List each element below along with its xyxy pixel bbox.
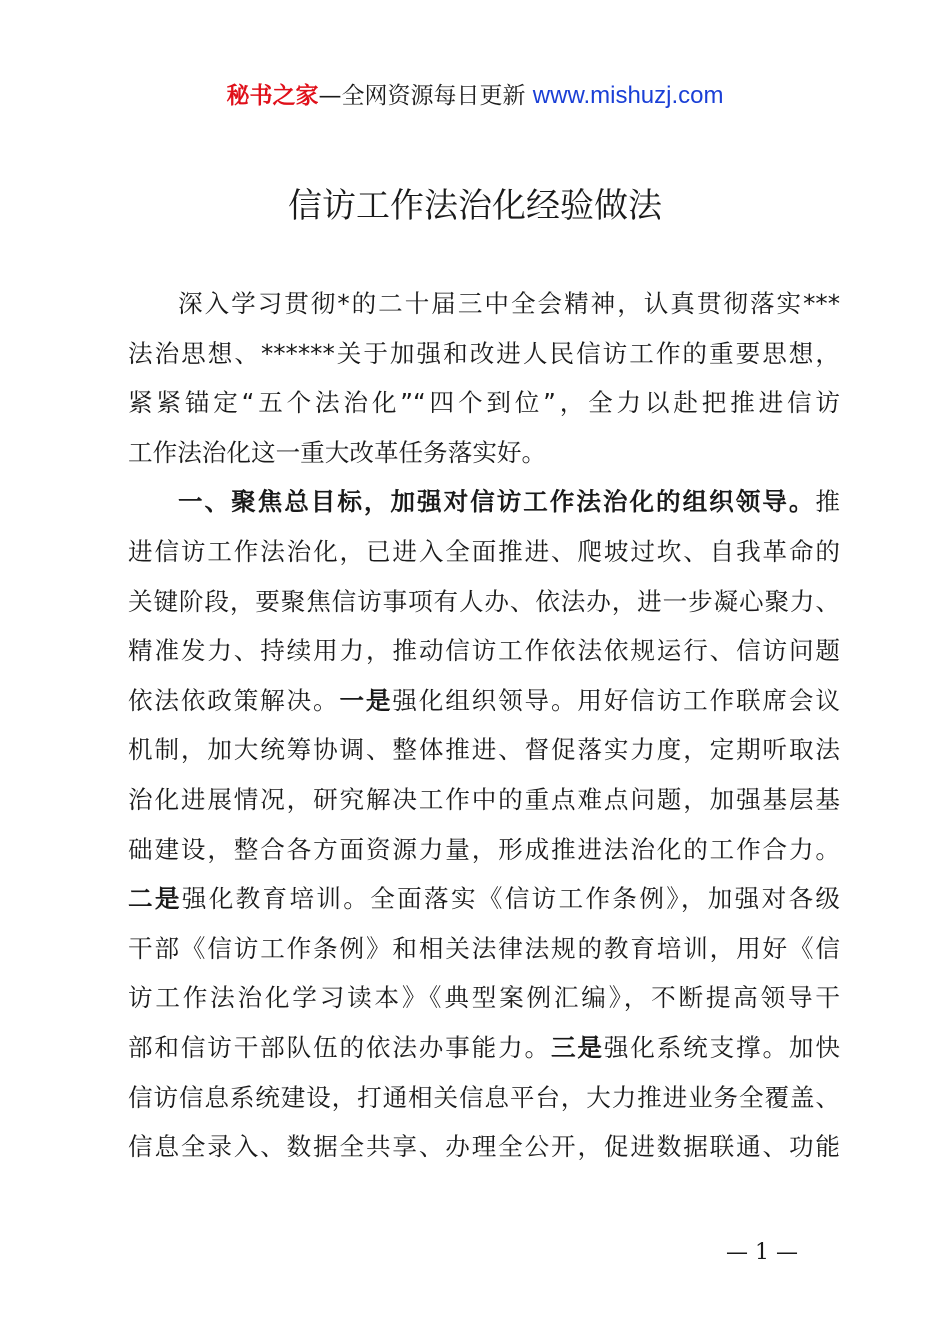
text-segment: 干部《信访工作条例》和相关法律法规的教育培训，用好《信	[128, 933, 840, 963]
text-line	[128, 1028, 840, 1078]
text-segment: 强化教育培训。全面落实《信访工作条例》，加强对各级	[181, 884, 840, 914]
text-line	[128, 830, 840, 880]
text-segment: 法治思想、******关于加强和改进人民信访工作的重要思想，	[128, 338, 840, 368]
text-line	[128, 334, 840, 384]
bold-text-segment: 一是	[339, 685, 393, 715]
bold-text-segment: 二是	[128, 884, 182, 914]
text-line	[128, 433, 840, 483]
site-tagline: —全网资源每日更新	[318, 83, 533, 109]
text-segment: 强化系统支撑。加快	[603, 1032, 840, 1062]
text-segment: 治化进展情况，研究解决工作中的重点难点问题，加强基层基	[128, 784, 840, 814]
text-line	[128, 1127, 840, 1177]
text-segment: 进信访工作法治化，已进入全面推进、爬坡过坎、自我革命的	[128, 536, 840, 566]
text-segment: 深入学习贯彻*的二十届三中全会精神，认真贯彻落实***	[178, 289, 840, 318]
document-body	[128, 284, 840, 1177]
text-segment: 推	[815, 487, 840, 517]
text-line	[128, 730, 840, 780]
text-line	[128, 780, 840, 830]
text-segment: 信访信息系统建设，打通相关信息平台，大力推进业务全覆盖、	[128, 1082, 840, 1112]
text-line	[128, 582, 840, 632]
text-segment: 精准发力、持续用力，推动信访工作依法依规运行、信访问题	[128, 636, 840, 666]
site-banner	[0, 80, 950, 112]
text-line	[128, 929, 840, 979]
text-segment: 础建设，整合各方面资源力量，形成推进法治化的工作合力。	[128, 834, 840, 864]
text-segment: 信息全录入、数据全共享、办理全公开，促进数据联通、功能	[128, 1132, 840, 1162]
text-segment: 关键阶段，要聚焦信访事项有人办、依法办，进一步凝心聚力、	[128, 586, 840, 616]
document-title: 信访工作法治化经验做法	[288, 186, 662, 226]
text-segment: 机制，加大统筹协调、整体推进、督促落实力度，定期听取法	[128, 735, 840, 765]
site-brand: 秘书之家	[226, 83, 319, 109]
bold-text-segment: 三是	[551, 1032, 604, 1062]
text-line	[128, 879, 840, 929]
text-line	[128, 532, 840, 582]
text-line	[128, 383, 840, 433]
text-line	[128, 284, 840, 334]
site-url[interactable]: www.mishuzj.com	[532, 82, 724, 109]
text-segment: 部和信访干部队伍的依法办事能力。	[128, 1032, 551, 1062]
bold-text-segment: 一、聚焦总目标，加强对信访工作法治化的组织领导。	[178, 487, 816, 517]
text-line	[128, 1078, 840, 1128]
text-segment: 紧紧锚定“五个法治化”“四个到位”，全力以赴把推进信访	[128, 388, 840, 418]
text-segment: 依法依政策解决。	[128, 685, 340, 715]
text-line	[128, 681, 840, 731]
text-line	[128, 631, 840, 681]
text-segment: 工作法治化这一重大改革任务落实好。	[128, 437, 547, 467]
text-segment: 访工作法治化学习读本》《典型案例汇编》，不断提高领导干	[128, 983, 840, 1013]
text-line	[128, 978, 840, 1028]
page-number: — 1 —	[726, 1240, 798, 1265]
text-line	[128, 482, 840, 532]
text-segment: 强化组织领导。用好信访工作联席会议	[392, 685, 840, 715]
